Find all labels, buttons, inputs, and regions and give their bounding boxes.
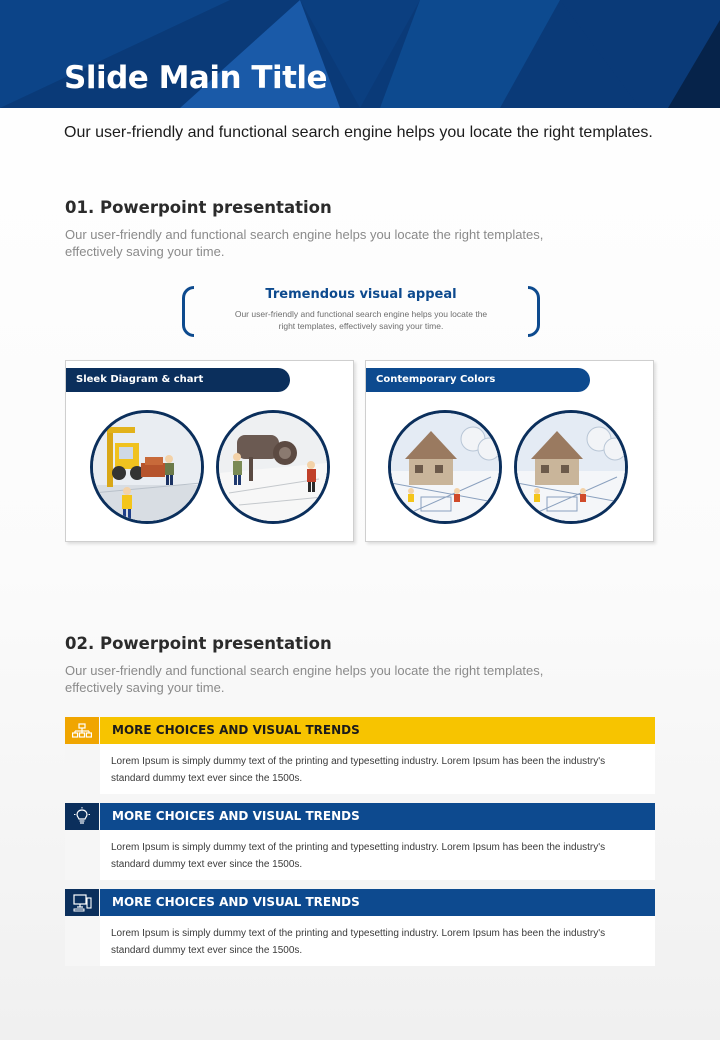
feature-card-diagram [65, 360, 354, 542]
callout-title: Tremendous visual appeal [265, 287, 457, 302]
trend-side-panel [65, 744, 100, 794]
feature-card-colors [365, 360, 654, 542]
callout-text: Our user-friendly and functional search engine helps you locate the right templates, effectively saving your time. [234, 309, 488, 331]
section2-title: 02. Powerpoint presentation [65, 634, 332, 653]
trend-side-panel [65, 830, 100, 880]
trend-side-panel [65, 916, 100, 966]
trend-text: Lorem Ipsum is simply dummy text of the printing and typesetting industry. Lorem Ipsum has been the industry's standard dummy text ever since the 1500s. [100, 830, 655, 880]
trend-title: MORE CHOICES AND VISUAL TRENDS [100, 717, 655, 744]
house-model-blueprints-image [388, 410, 502, 524]
house-model-blueprints-image [514, 410, 628, 524]
callout-box [182, 286, 540, 337]
card-label: Contemporary Colors [366, 368, 590, 392]
hierarchy-icon [65, 717, 99, 744]
trend-item [65, 889, 655, 967]
computer-icon [65, 889, 99, 916]
construction-workers-forklift-image [90, 410, 204, 524]
trend-text: Lorem Ipsum is simply dummy text of the printing and typesetting industry. Lorem Ipsum has been the industry's standard dummy text ever since the 1500s. [100, 744, 655, 794]
trend-item [65, 803, 655, 881]
slide-subtitle: Our user-friendly and functional search engine helps you locate the right templates. [64, 124, 653, 141]
construction-workers-drafting-image [216, 410, 330, 524]
header-banner [0, 0, 720, 108]
trend-title: MORE CHOICES AND VISUAL TRENDS [100, 803, 655, 830]
trend-item [65, 717, 655, 795]
trend-title: MORE CHOICES AND VISUAL TRENDS [100, 889, 655, 916]
lightbulb-icon [65, 803, 99, 830]
card-label: Sleek Diagram & chart [66, 368, 290, 392]
section2-description: Our user-friendly and functional search engine helps you locate the right templates, effectively saving your time. [65, 663, 544, 695]
slide-title: Slide Main Title [64, 60, 328, 96]
section1-description: Our user-friendly and functional search engine helps you locate the right templates, effectively saving your time. [65, 227, 544, 259]
section1-title: 01. Powerpoint presentation [65, 198, 332, 217]
trend-text: Lorem Ipsum is simply dummy text of the printing and typesetting industry. Lorem Ipsum has been the industry's standard dummy text ever since the 1500s. [100, 916, 655, 966]
